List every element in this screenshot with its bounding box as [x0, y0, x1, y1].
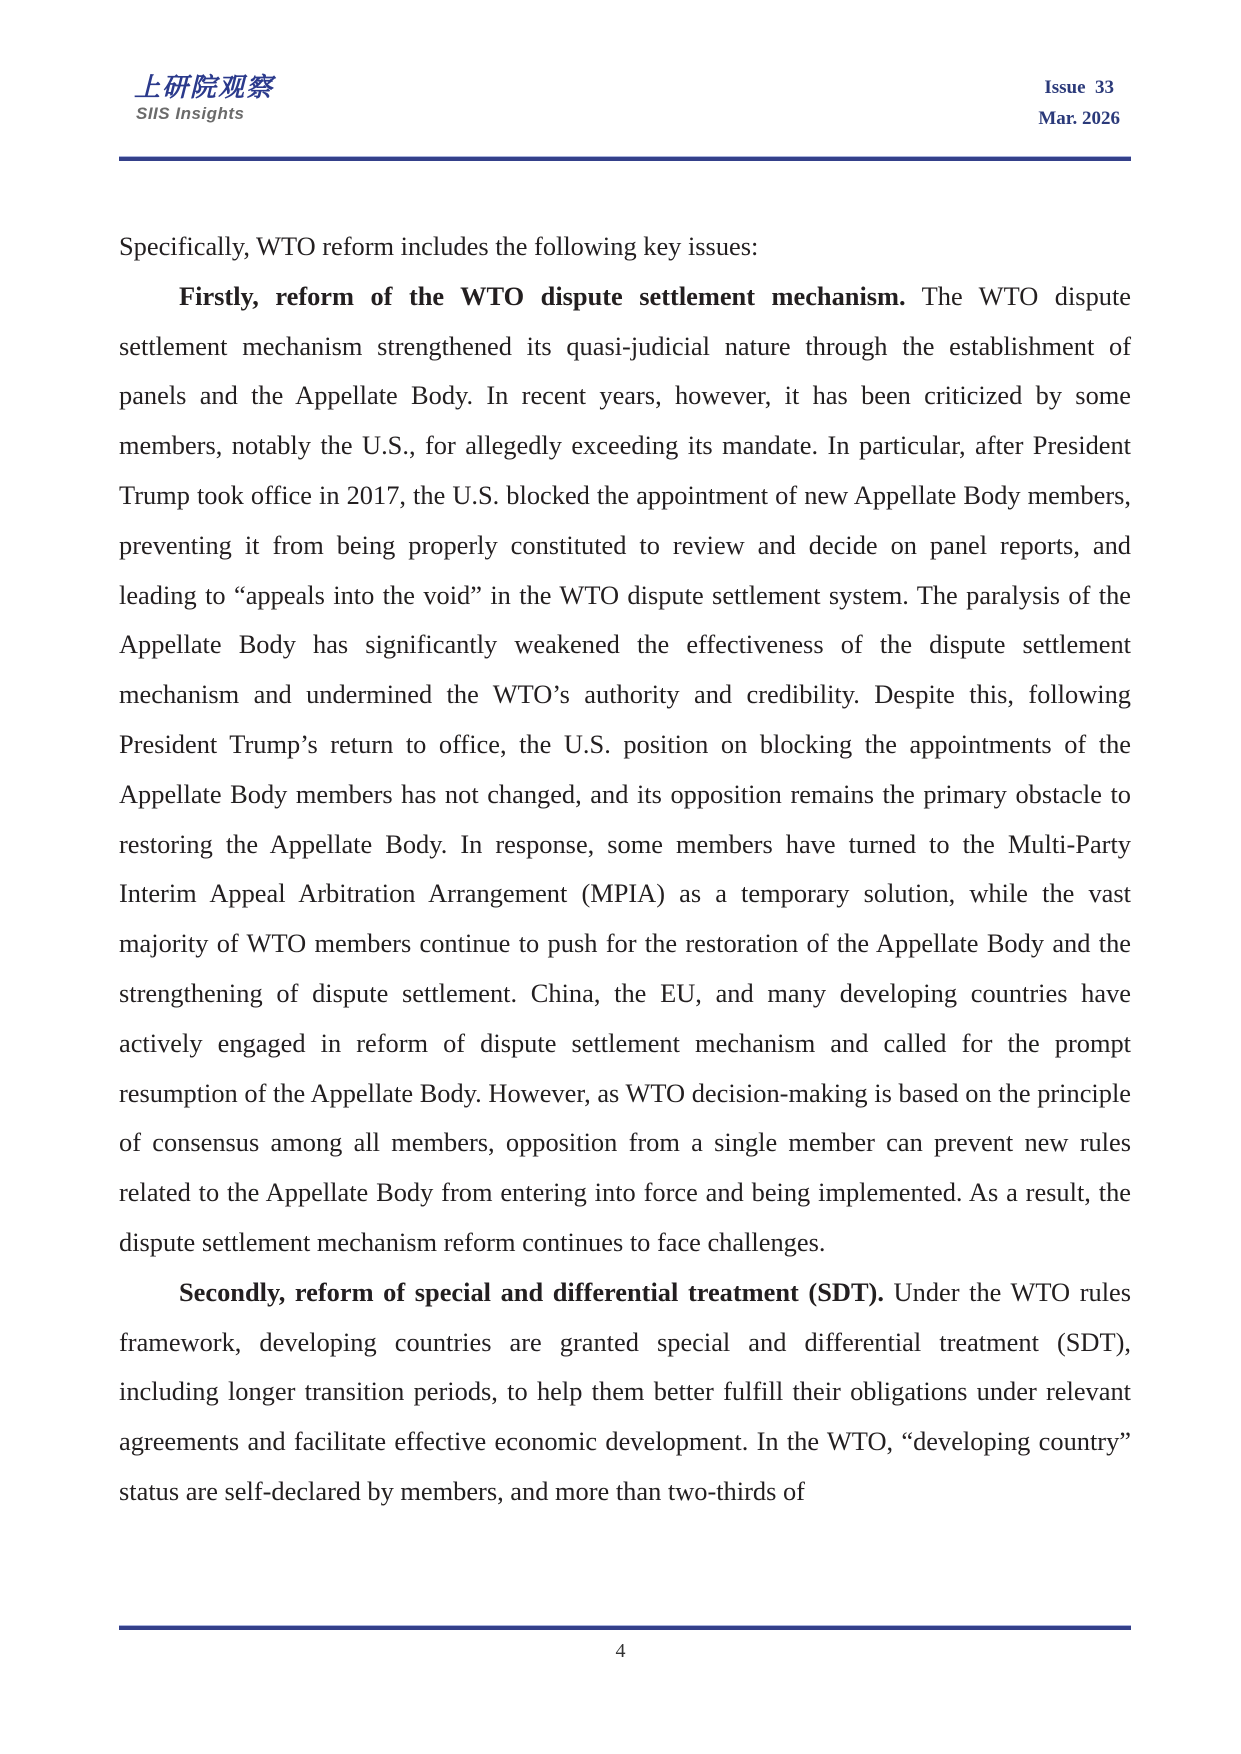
- issue-date: Mar. 2026: [1038, 108, 1120, 129]
- page-number: 4: [615, 1640, 626, 1662]
- section-text-dispute-settlement: The WTO dispute settlement mechanism strengthened its quasi-judicial nature through the establishment of panels and the Appellate Body. In recent years, however, it has been criticized by some members, notably the U.S., for allegedly exceeding its mandate. In particular, after President Trump took office in 2017, the U.S. blocked the appointment of new Appellate Body members, preventing it from being properly constituted to review and decide on panel reports, and leading to “appeals into the void” in the WTO dispute settlement system. The paralysis of the Appellate Body has significantly weakened the effectiveness of the dispute settlement mechanism and undermined the WTO’s authority and credibility. Despite this, following President Trump’s return to office, the U.S. position on blocking the appointments of the Appellate Body members has not changed, and its opposition remains the primary obstacle to restoring the Appellate Body. In response, some members have turned to the Multi-Party Interim Appeal Arbitration Arrangement (MPIA) as a temporary solution, while the vast majority of WTO members continue to push for the restoration of the Appellate Body and the strengthening of dispute settlement. China, the EU, and many developing countries have actively engaged in reform of dispute settlement mechanism and called for the prompt resumption of the Appellate Body. However, as WTO decision-making is based on the principle of consensus among all members, opposition from a single member can prevent new rules related to the Appellate Body from entering into force and being implemented. As a result, the dispute settlement mechanism reform continues to face challenges.: [119, 280, 1132, 1257]
- page-header: [120, 72, 1130, 162]
- section-sdt: [119, 1268, 1131, 1517]
- section-heading-sdt: Secondly, reform of special and differential treatment (SDT).: [179, 1276, 884, 1307]
- logo-english-title: SIIS Insights: [136, 104, 245, 123]
- section-heading-dispute-settlement: Firstly, reform of the WTO dispute settlement mechanism.: [179, 280, 906, 311]
- section-text-sdt: Under the WTO rules framework, developing countries are granted special and differential treatment (SDT), including longer transition periods, to help them better fulfill their obligations under relevant agreements and facilitate effective economic development. In the WTO, “developing country” status are self-declared by members, and more than two-thirds of: [119, 1276, 1132, 1506]
- issue-number: Issue 33: [1044, 77, 1115, 98]
- document-body: [119, 222, 1131, 1517]
- intro-paragraph: Specifically, WTO reform includes the following key issues:: [119, 231, 759, 261]
- footer-divider: [119, 1625, 1131, 1630]
- section-dispute-settlement: [119, 272, 1131, 1268]
- logo-chinese-title: 上研院观察: [134, 73, 275, 103]
- issue-info: [1038, 72, 1120, 134]
- header-divider: [119, 156, 1131, 161]
